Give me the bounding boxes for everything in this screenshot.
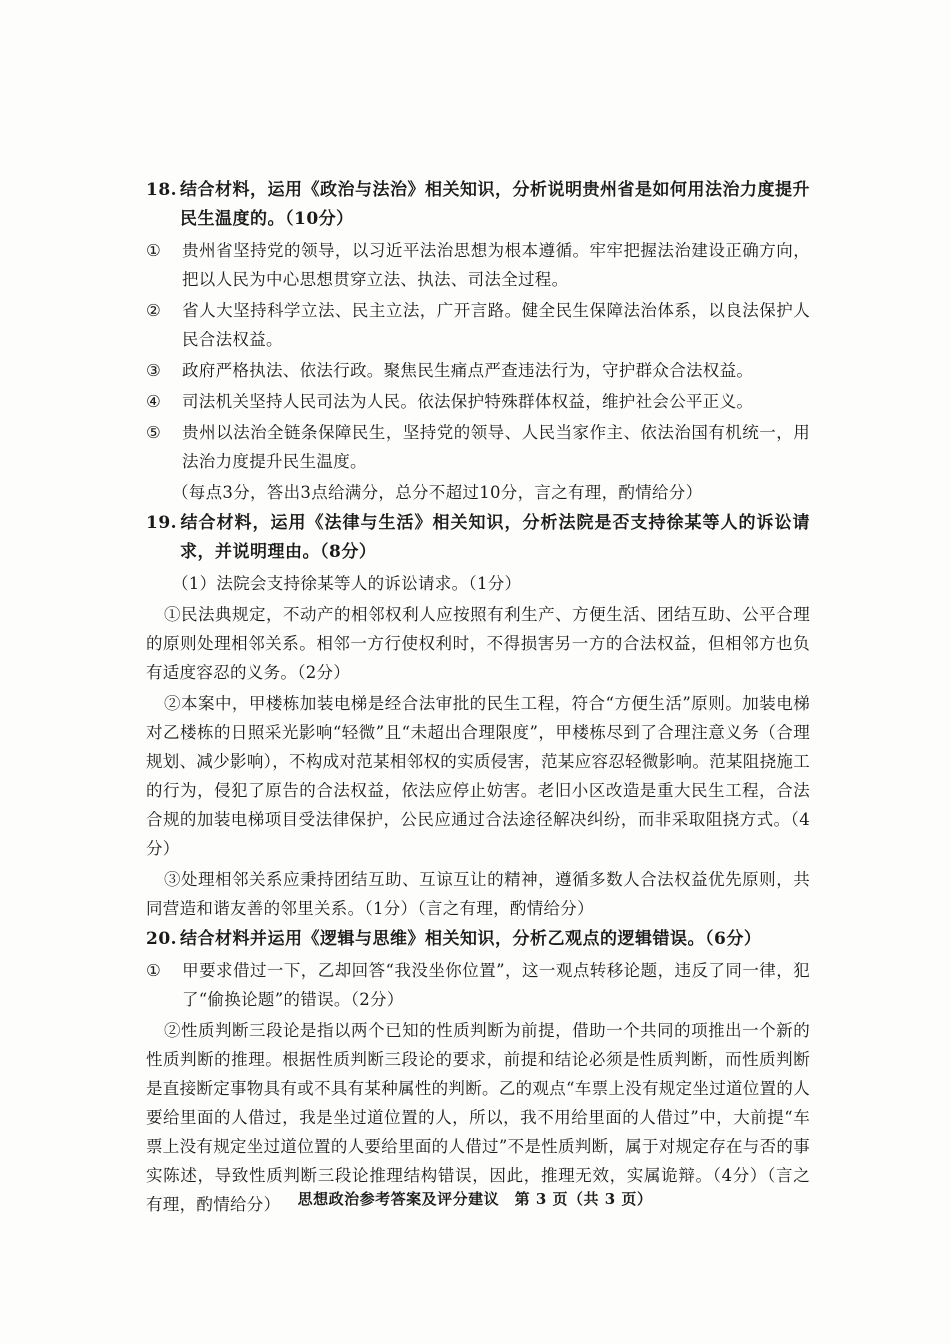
q20-point-1-mark: ① xyxy=(146,961,162,980)
q18-point-1 xyxy=(146,236,810,294)
q20-para-2: ②性质判断三段论是指以两个已知的性质判断为前提，借助一个共同的项推出一个新的性质判断的推理。根据性质判断三段论的要求，前提和结论必须是性质判断，而性质判断是直接断定事物具有或不具有某种属性的判断。乙的观点“车票上没有规定坐过道位置的人要给里面的人借过，我是坐过道位置的人，所以，我不用给里面的人借过”中，大前提“车票上没有规定坐过道位置的人要给里面的人借过”不是性质判断，属于对规定存在与否的事实陈述，导致性质判断三段论推理结构错误，因此，推理无效，实属诡辩。（4分）（言之有理，酌情给分） xyxy=(146,1021,810,1214)
q20-title-text: 结合材料并运用《逻辑与思维》相关知识，分析乙观点的逻辑错误。（6分） xyxy=(180,929,762,949)
q20-point-1-text: 甲要求借过一下，乙却回答“我没坐你位置”，这一观点转移论题，违反了同一律，犯了“偷换论题”的错误。（2分） xyxy=(182,961,810,1009)
page-footer: 思想政治参考答案及评分建议 第 3 页（共 3 页） xyxy=(297,1190,653,1208)
q20-title xyxy=(146,925,810,954)
q18-point-5 xyxy=(146,418,810,476)
q18-point-2 xyxy=(146,296,810,354)
q18-point-3 xyxy=(146,356,810,385)
q20-point-1 xyxy=(146,956,810,1014)
q18-point-2-text: 省人大坚持科学立法、民主立法，广开言路。健全民生保障法治体系，以良法保护人民合法权益。 xyxy=(182,301,810,349)
q18-point-4-text: 司法机关坚持人民司法为人民。依法保护特殊群体权益，维护社会公平正义。 xyxy=(182,392,754,411)
q19-title-text: 结合材料，运用《法律与生活》相关知识，分析法院是否支持徐某等人的诉讼请求，并说明理由。（8分） xyxy=(180,513,810,562)
q18-number: 18. xyxy=(146,180,178,200)
q18-point-1-text: 贵州省坚持党的领导，以习近平法治思想为根本遵循。牢牢把握法治建设正确方向，把以人民为中心思想贯穿立法、执法、司法全过程。 xyxy=(182,241,810,289)
q18-point-4 xyxy=(146,387,810,416)
q18-title-text: 结合材料，运用《政治与法治》相关知识，分析说明贵州省是如何用法治力度提升民生温度的。（10分） xyxy=(180,180,810,229)
q19-sub-answer: （1）法院会支持徐某等人的诉讼请求。（1分） xyxy=(172,574,522,593)
q18-title xyxy=(146,176,810,234)
q18-point-2-mark: ② xyxy=(146,301,162,320)
q19-para-1: ①民法典规定，不动产的相邻权利人应按照有利生产、方便生活、团结互助、公平合理的原则处理相邻关系。相邻一方行使权利时，不得损害另一方的合法权益，但相邻方也负有适度容忍的义务。（2分） xyxy=(146,605,810,682)
q18-point-5-text: 贵州以法治全链条保障民生，坚持党的领导、人民当家作主、依法治国有机统一，用法治力度提升民生温度。 xyxy=(182,423,810,471)
answer-content xyxy=(146,176,810,1221)
q19-title xyxy=(146,509,810,567)
q19-para-2: ②本案中，甲楼栋加装电梯是经合法审批的民生工程，符合“方便生活”原则。加装电梯对乙楼栋的日照采光影响“轻微”且“未超出合理限度”，甲楼栋尽到了合理注意义务（合理规划、减少影响），不构成对范某相邻权的实质侵害，范某应容忍轻微影响。范某阻挠施工的行为，侵犯了原告的合法权益，依法应停止妨害。老旧小区改造是重大民生工程，合法合规的加装电梯项目受法律保护，公民应通过合法途径解决纠纷，而非采取阻挠方式。（4分） xyxy=(146,694,810,858)
q18-point-4-mark: ④ xyxy=(146,392,162,411)
q19-para-3: ③处理相邻关系应秉持团结互助、互谅互让的精神，遵循多数人合法权益优先原则，共同营造和谐友善的邻里关系。（1分）（言之有理，酌情给分） xyxy=(146,870,810,918)
q18-point-5-mark: ⑤ xyxy=(146,423,162,442)
q19-number: 19. xyxy=(146,513,178,533)
q18-point-3-text: 政府严格执法、依法行政。聚焦民生痛点严查违法行为，守护群众合法权益。 xyxy=(182,361,754,380)
q18-point-3-mark: ③ xyxy=(146,361,162,380)
q18-scoring-note: （每点3分，答出3点给满分，总分不超过10分，言之有理，酌情给分） xyxy=(172,483,703,502)
q20-number: 20. xyxy=(146,929,178,949)
q18-point-1-mark: ① xyxy=(146,241,162,260)
